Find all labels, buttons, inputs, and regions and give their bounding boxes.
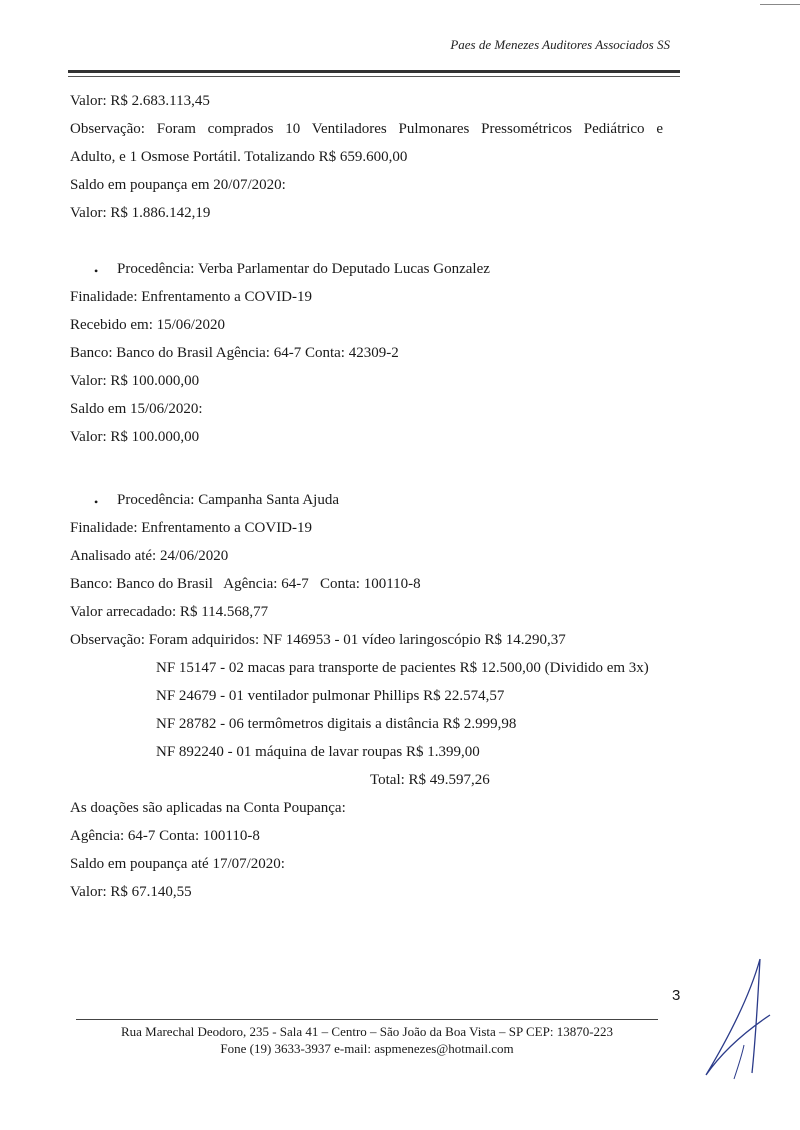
section2-saldo-label: Saldo em 15/06/2020: xyxy=(70,401,203,417)
footer-address: Rua Marechal Deodoro, 235 - Sala 41 – Centro – São João da Boa Vista – SP CEP: 13870-223 xyxy=(120,1024,614,1039)
section2-valor: Valor: R$ 100.000,00 xyxy=(70,373,200,389)
nf-item: NF 24679 - 01 ventilador pulmonar Phillips R$ 22.574,57 xyxy=(156,688,505,704)
section3-observation-line1: Observação: Foram adquiridos: NF 146953 - 01 vídeo laringoscópio R$ 14.290,37 xyxy=(70,632,566,648)
section3-finalidade: Finalidade: Enfrentamento a COVID-19 xyxy=(70,520,313,536)
page-number: 3 xyxy=(672,987,681,1004)
section1-saldo-valor: Valor: R$ 1.886.142,19 xyxy=(70,205,211,221)
section3-analisado: Analisado até: 24/06/2020 xyxy=(70,548,229,564)
header-rule xyxy=(68,70,680,73)
bullet-icon: • xyxy=(94,264,99,278)
section2-finalidade: Finalidade: Enfrentamento a COVID-19 xyxy=(70,289,313,305)
section1-observation-line2: Adulto, e 1 Osmose Portátil. Totalizando R$ 659.600,00 xyxy=(70,149,408,165)
section1-saldo-label: Saldo em poupança em 20/07/2020: xyxy=(70,177,286,193)
section1-observation-line1: Observação: Foram comprados 10 Ventiladores Pulmonares Pressométricos Pediátrico e xyxy=(70,121,663,137)
bullet-icon: • xyxy=(94,495,99,509)
section2-banco: Banco: Banco do Brasil Agência: 64-7 Conta: 42309-2 xyxy=(70,345,399,361)
section2-procedencia: Procedência: Verba Parlamentar do Deputado Lucas Gonzalez xyxy=(117,261,490,277)
header-firm-name: Paes de Menezes Auditores Associados SS xyxy=(450,37,670,52)
footer-contact: Fone (19) 3633-3937 e-mail: aspmenezes@hotmail.com xyxy=(220,1041,514,1056)
nf-total: Total: R$ 49.597,26 xyxy=(370,772,490,788)
section3-saldo-label: Saldo em poupança até 17/07/2020: xyxy=(70,856,285,872)
scan-edge-mark xyxy=(760,4,800,5)
section3-valor-arrecadado: Valor arrecadado: R$ 114.568,77 xyxy=(70,604,269,620)
nf-item: NF 892240 - 01 máquina de lavar roupas R$ 1.399,00 xyxy=(156,744,480,760)
footer-rule xyxy=(76,1019,658,1020)
section2-recebido: Recebido em: 15/06/2020 xyxy=(70,317,225,333)
section1-valor: Valor: R$ 2.683.113,45 xyxy=(70,93,210,109)
nf-item: NF 28782 - 06 termômetros digitais a distância R$ 2.999,98 xyxy=(156,716,517,732)
section3-conta: Agência: 64-7 Conta: 100110-8 xyxy=(70,828,260,844)
nf-item: NF 15147 - 02 macas para transporte de pacientes R$ 12.500,00 (Dividido em 3x) xyxy=(156,660,649,676)
section3-doacoes: As doações são aplicadas na Conta Poupança: xyxy=(70,800,346,816)
section2-saldo-valor: Valor: R$ 100.000,00 xyxy=(70,429,200,445)
section3-procedencia: Procedência: Campanha Santa Ajuda xyxy=(117,492,340,508)
section3-saldo-valor: Valor: R$ 67.140,55 xyxy=(70,884,192,900)
section3-banco: Banco: Banco do Brasil Agência: 64-7 Conta: 100110-8 xyxy=(70,576,421,592)
header-rule-thin xyxy=(68,76,680,77)
signature-mark xyxy=(700,955,780,1085)
